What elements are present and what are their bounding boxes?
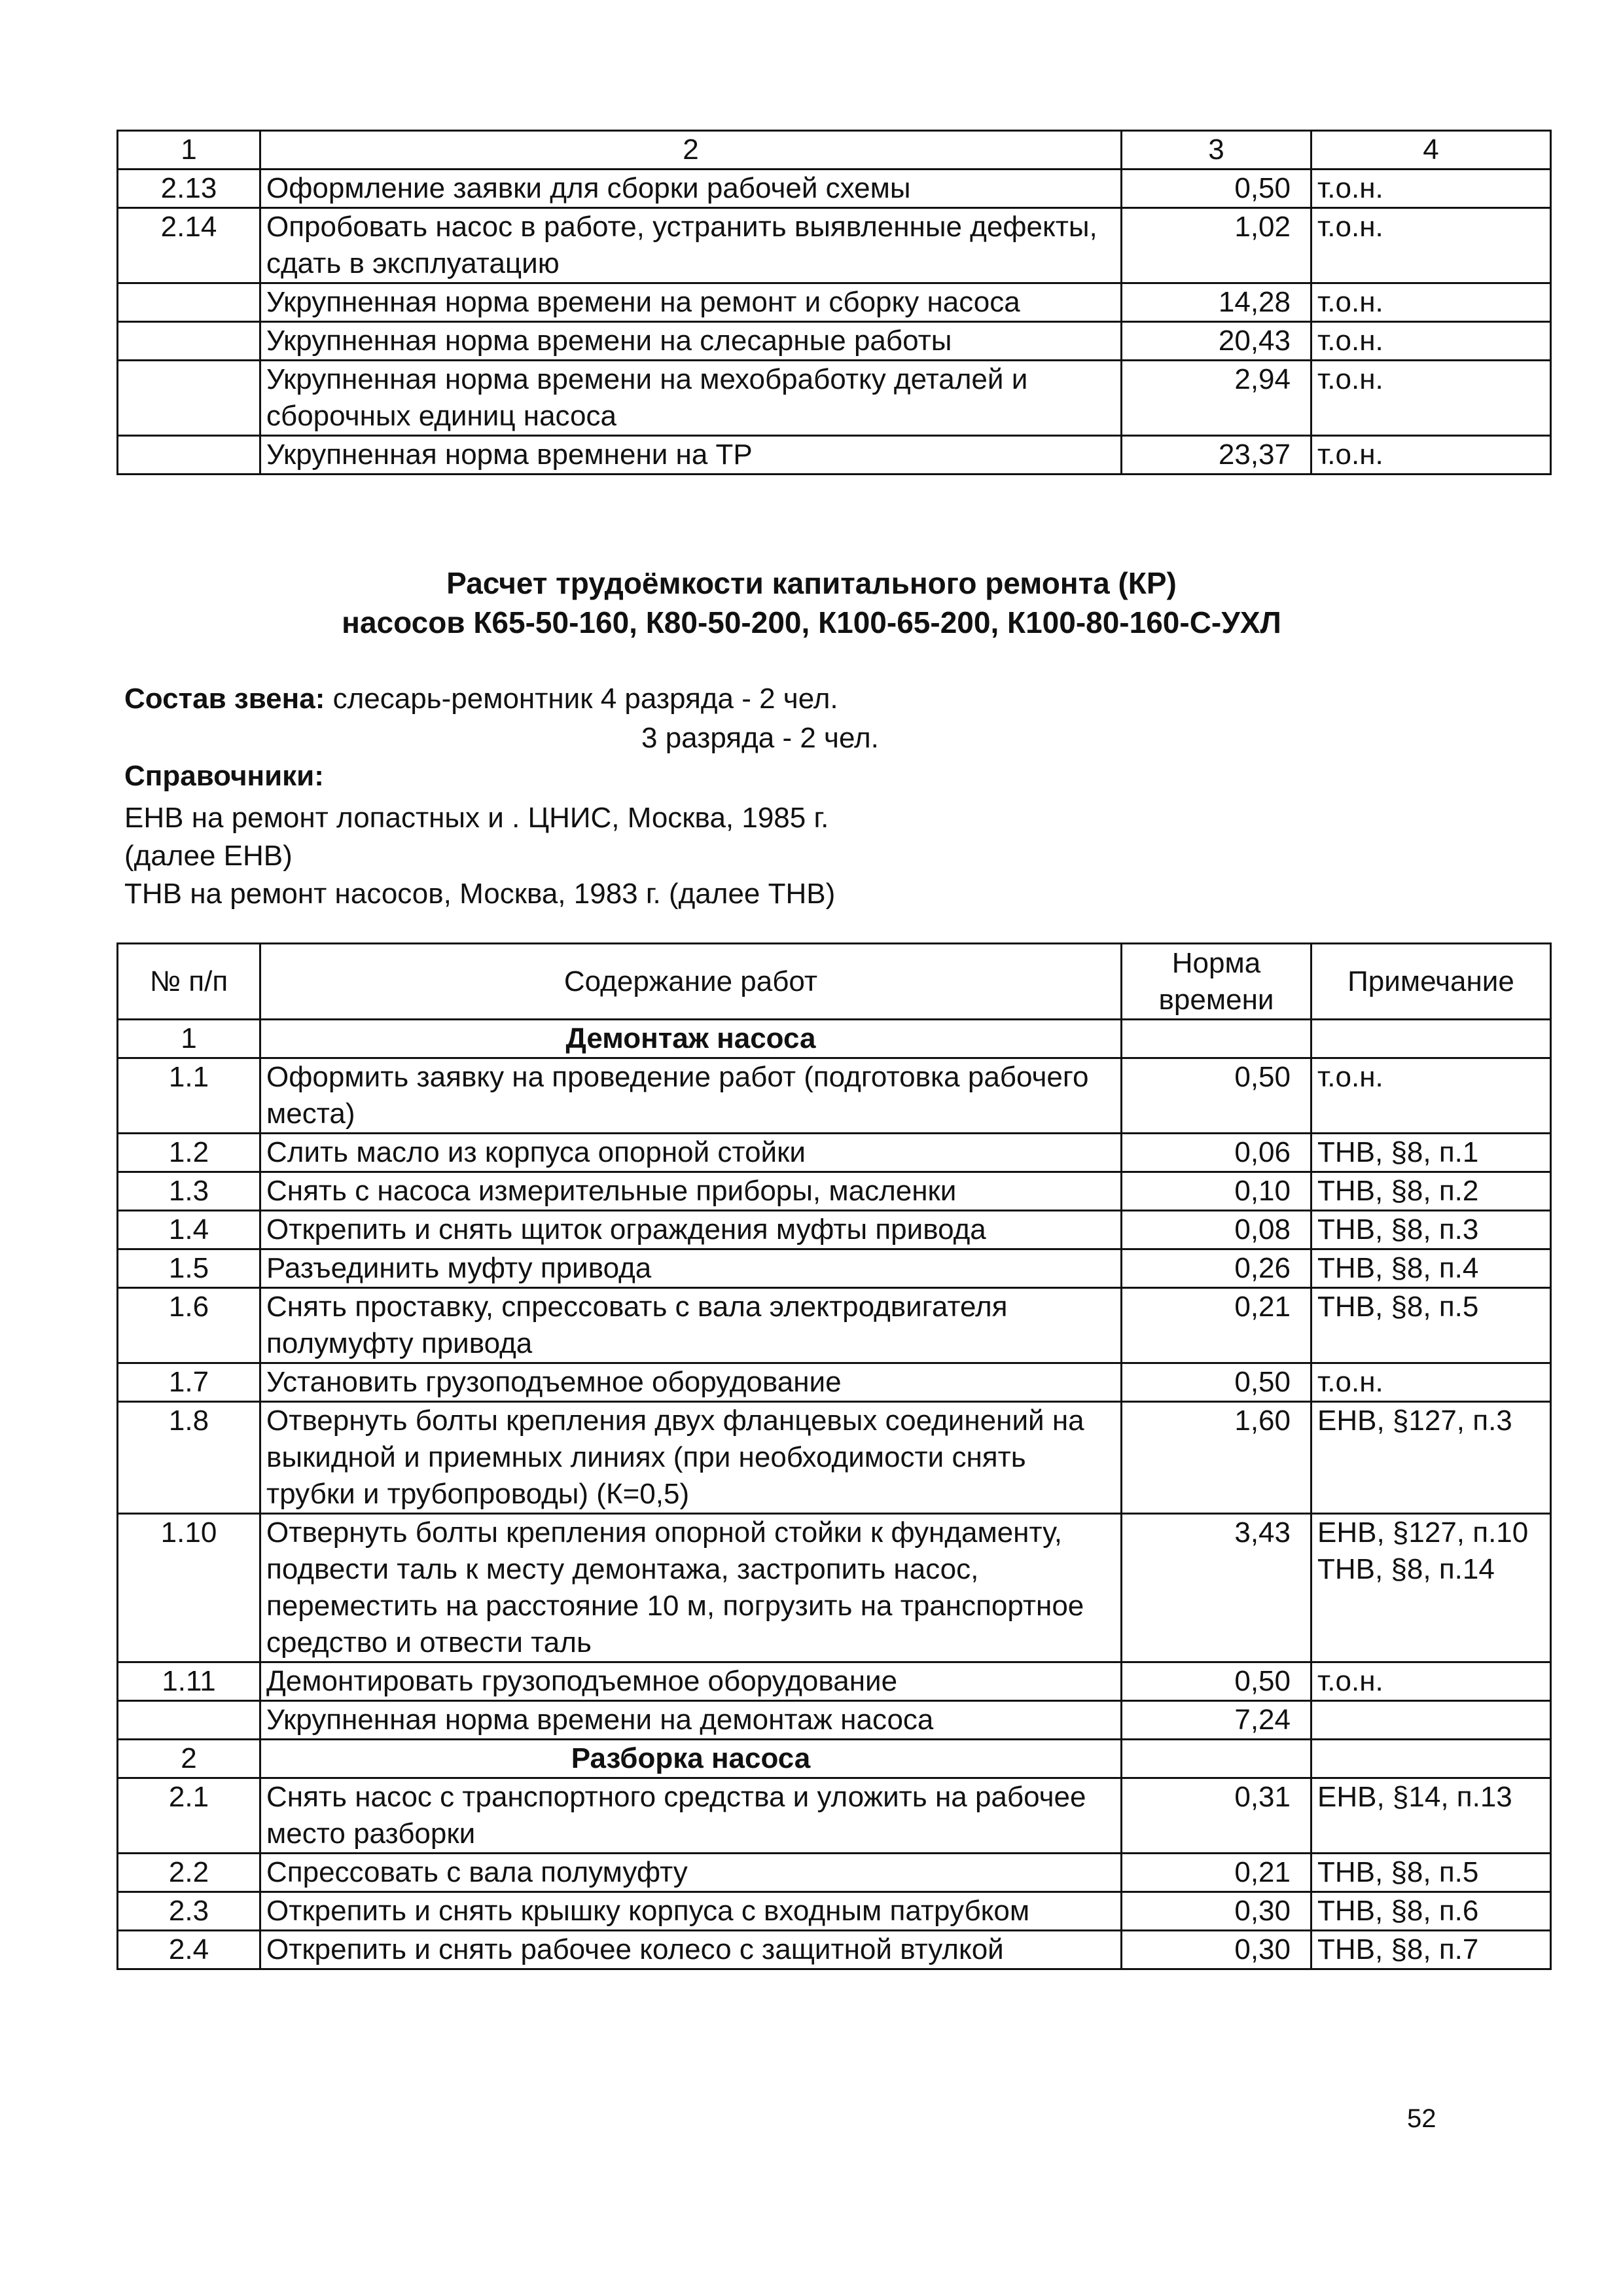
col-header-2: 2 xyxy=(260,131,1122,170)
col-header-4: 4 xyxy=(1311,131,1551,170)
section-row xyxy=(118,1740,1551,1778)
row-number: 2.1 xyxy=(118,1778,260,1854)
table-row xyxy=(118,1514,1551,1662)
row-norm: 0,08 xyxy=(1122,1211,1311,1249)
row-number: 2 xyxy=(118,1740,260,1778)
column-number-row xyxy=(118,131,1551,170)
row-number: 1.5 xyxy=(118,1249,260,1288)
row-note: ТНВ, §8, п.5 xyxy=(1311,1288,1551,1363)
section-title-line-2: насосов К65-50-160, К80-50-200, К100-65-200, К100-80-160-С-УХЛ xyxy=(342,605,1281,639)
table-row xyxy=(118,1854,1551,1892)
row-note: ЕНВ, §127, п.3 xyxy=(1311,1402,1551,1514)
header-number: № п/п xyxy=(118,944,260,1020)
table-row xyxy=(118,1402,1551,1514)
table-row xyxy=(118,1931,1551,1969)
crew-line-2: 3 разряда - 2 чел. xyxy=(641,722,879,754)
table-row xyxy=(118,1363,1551,1402)
table-row xyxy=(118,1058,1551,1134)
reference-line-1: ЕНВ на ремонт лопастных и . ЦНИС, Москва, 1985 г. xyxy=(124,802,829,834)
row-note: т.о.н. xyxy=(1311,436,1551,475)
table-row xyxy=(118,436,1551,475)
row-norm: 3,43 xyxy=(1122,1514,1311,1662)
row-content: Открепить и снять рабочее колесо с защитной втулкой xyxy=(260,1931,1122,1969)
row-content: Укрупненная норма времнени на ТР xyxy=(260,436,1122,475)
row-norm: 0,21 xyxy=(1122,1854,1311,1892)
row-norm: 0,50 xyxy=(1122,170,1311,208)
table-row xyxy=(118,1134,1551,1172)
row-number xyxy=(118,436,260,475)
row-note: ТНВ, §8, п.1 xyxy=(1311,1134,1551,1172)
row-note: ТНВ, §8, п.3 xyxy=(1311,1211,1551,1249)
row-note: ТНВ, §8, п.5 xyxy=(1311,1854,1551,1892)
table-row xyxy=(118,1172,1551,1211)
row-number: 2.2 xyxy=(118,1854,260,1892)
row-norm: 0,10 xyxy=(1122,1172,1311,1211)
row-note: т.о.н. xyxy=(1311,1662,1551,1701)
row-norm: 20,43 xyxy=(1122,322,1311,361)
row-number: 1.10 xyxy=(118,1514,260,1662)
row-note: т.о.н. xyxy=(1311,1058,1551,1134)
main-work-table xyxy=(116,942,1552,1970)
table-row xyxy=(118,1211,1551,1249)
row-norm: 2,94 xyxy=(1122,361,1311,436)
row-content: Снять проставку, спрессовать с вала электродвигателя полумуфту привода xyxy=(260,1288,1122,1363)
row-content: Демонтировать грузоподъемное оборудование xyxy=(260,1662,1122,1701)
row-number xyxy=(118,1701,260,1740)
reference-line-2: (далее ЕНВ) xyxy=(124,840,293,872)
main-table-body xyxy=(118,1020,1551,1969)
row-note: т.о.н. xyxy=(1311,208,1551,283)
col-header-3: 3 xyxy=(1122,131,1311,170)
row-norm xyxy=(1122,1740,1311,1778)
row-number: 2.3 xyxy=(118,1892,260,1931)
row-note: т.о.н. xyxy=(1311,1363,1551,1402)
row-note: т.о.н. xyxy=(1311,322,1551,361)
row-norm: 0,06 xyxy=(1122,1134,1311,1172)
row-content: Укрупненная норма времени на слесарные работы xyxy=(260,322,1122,361)
row-note: ТНВ, §8, п.4 xyxy=(1311,1249,1551,1288)
row-note: ТНВ, §8, п.7 xyxy=(1311,1931,1551,1969)
row-norm: 1,60 xyxy=(1122,1402,1311,1514)
row-content: Спрессовать с вала полумуфту xyxy=(260,1854,1122,1892)
row-norm: 0,50 xyxy=(1122,1058,1311,1134)
reference-line-3: ТНВ на ремонт насосов, Москва, 1983 г. (далее ТНВ) xyxy=(124,878,836,910)
row-note: т.о.н. xyxy=(1311,283,1551,322)
row-norm: 0,21 xyxy=(1122,1288,1311,1363)
row-note xyxy=(1311,1020,1551,1058)
col-header-1: 1 xyxy=(118,131,260,170)
table-row xyxy=(118,1778,1551,1854)
row-content: Укрупненная норма времени на мехобработку деталей и сборочных единиц насоса xyxy=(260,361,1122,436)
row-norm: 23,37 xyxy=(1122,436,1311,475)
row-content: Установить грузоподъемное оборудование xyxy=(260,1363,1122,1402)
section-title-line-1: Расчет трудоёмкости капитального ремонта (КР) xyxy=(446,566,1177,600)
row-norm: 0,30 xyxy=(1122,1892,1311,1931)
row-note xyxy=(1311,1740,1551,1778)
row-norm: 0,31 xyxy=(1122,1778,1311,1854)
top-table-body xyxy=(118,170,1551,475)
header-content: Содержание работ xyxy=(260,944,1122,1020)
row-content: Снять насос с транспортного средства и уложить на рабочее место разборки xyxy=(260,1778,1122,1854)
row-content: Открепить и снять щиток ограждения муфты привода xyxy=(260,1211,1122,1249)
row-content: Снять с насоса измерительные приборы, масленки xyxy=(260,1172,1122,1211)
table-row xyxy=(118,170,1551,208)
crew-label: Состав звена: xyxy=(124,683,325,715)
row-note: ЕНВ, §14, п.13 xyxy=(1311,1778,1551,1854)
row-content: Разборка насоса xyxy=(260,1740,1122,1778)
row-norm xyxy=(1122,1020,1311,1058)
row-content: Разъединить муфту привода xyxy=(260,1249,1122,1288)
table-row xyxy=(118,1288,1551,1363)
row-norm: 0,50 xyxy=(1122,1363,1311,1402)
row-content: Опробовать насос в работе, устранить выявленные дефекты, сдать в эксплуатацию xyxy=(260,208,1122,283)
row-number: 2.14 xyxy=(118,208,260,283)
row-norm: 0,30 xyxy=(1122,1931,1311,1969)
row-norm: 7,24 xyxy=(1122,1701,1311,1740)
row-number: 1.2 xyxy=(118,1134,260,1172)
row-number: 1.4 xyxy=(118,1211,260,1249)
row-number: 1.8 xyxy=(118,1402,260,1514)
row-content: Отвернуть болты крепления двух фланцевых соединений на выкидной и приемных линиях (при необходимости снять трубки и трубопроводы) (К=0,5) xyxy=(260,1402,1122,1514)
header-norm: Норма времени xyxy=(1122,944,1311,1020)
row-note xyxy=(1311,1701,1551,1740)
row-number: 1.11 xyxy=(118,1662,260,1701)
row-content: Оформить заявку на проведение работ (подготовка рабочего места) xyxy=(260,1058,1122,1134)
references-label: Справочники: xyxy=(124,760,324,792)
row-number: 1 xyxy=(118,1020,260,1058)
row-content: Укрупненная норма времени на демонтаж насоса xyxy=(260,1701,1122,1740)
top-continuation-table xyxy=(116,130,1552,475)
table-row xyxy=(118,361,1551,436)
row-note: т.о.н. xyxy=(1311,170,1551,208)
row-note: ТНВ, §8, п.6 xyxy=(1311,1892,1551,1931)
table-row xyxy=(118,283,1551,322)
row-content: Слить масло из корпуса опорной стойки xyxy=(260,1134,1122,1172)
row-note: т.о.н. xyxy=(1311,361,1551,436)
table-row xyxy=(118,322,1551,361)
row-norm: 14,28 xyxy=(1122,283,1311,322)
row-norm: 0,26 xyxy=(1122,1249,1311,1288)
table-row xyxy=(118,1892,1551,1931)
row-number xyxy=(118,283,260,322)
row-note: ЕНВ, §127, п.10 ТНВ, §8, п.14 xyxy=(1311,1514,1551,1662)
page-number: 52 xyxy=(1407,2104,1436,2133)
row-number xyxy=(118,361,260,436)
row-number: 1.1 xyxy=(118,1058,260,1134)
row-number: 2.4 xyxy=(118,1931,260,1969)
table-row xyxy=(118,1701,1551,1740)
row-content: Демонтаж насоса xyxy=(260,1020,1122,1058)
row-content: Открепить и снять крышку корпуса с входным патрубком xyxy=(260,1892,1122,1931)
header-note: Примечание xyxy=(1311,944,1551,1020)
row-number: 1.6 xyxy=(118,1288,260,1363)
table-row xyxy=(118,1249,1551,1288)
section-row xyxy=(118,1020,1551,1058)
row-note: ТНВ, §8, п.2 xyxy=(1311,1172,1551,1211)
table-row xyxy=(118,1662,1551,1701)
row-content: Отвернуть болты крепления опорной стойки к фундаменту, подвести таль к месту демонтажа, застропить насос, переместить на расстояние 10 м, погрузить на транспортное средство и отвести таль xyxy=(260,1514,1122,1662)
crew-composition xyxy=(124,681,838,717)
row-number: 1.7 xyxy=(118,1363,260,1402)
row-number: 1.3 xyxy=(118,1172,260,1211)
crew-line-1: слесарь-ремонтник 4 разряда - 2 чел. xyxy=(325,683,838,715)
table-row xyxy=(118,208,1551,283)
row-norm: 0,50 xyxy=(1122,1662,1311,1701)
row-content: Оформление заявки для сборки рабочей схемы xyxy=(260,170,1122,208)
row-norm: 1,02 xyxy=(1122,208,1311,283)
main-table-header-row xyxy=(118,944,1551,1020)
row-content: Укрупненная норма времени на ремонт и сборку насоса xyxy=(260,283,1122,322)
row-number: 2.13 xyxy=(118,170,260,208)
row-number xyxy=(118,322,260,361)
